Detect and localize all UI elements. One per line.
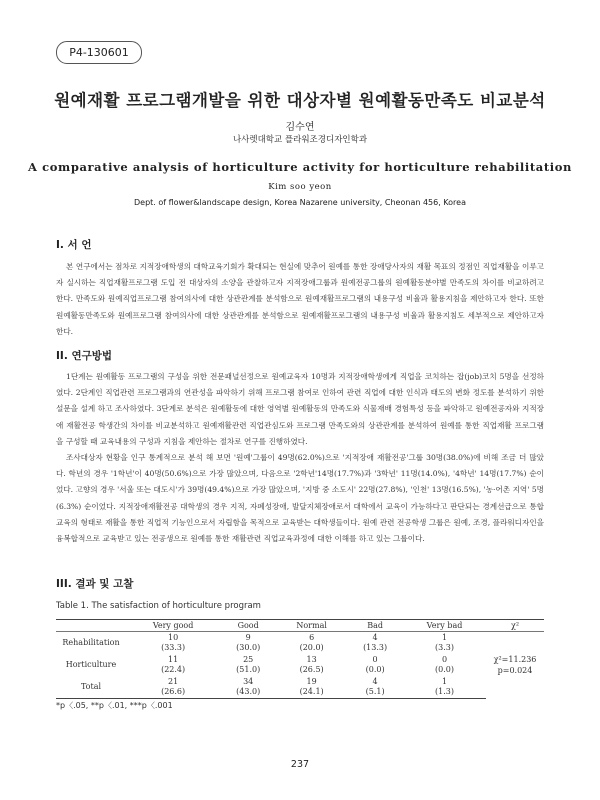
table-header-cell: Good [220, 620, 276, 632]
table-header-cell: χ² [486, 620, 544, 632]
table-cell: 1 (3.3) [435, 633, 454, 652]
table-header-cell: Very bad [403, 620, 486, 632]
methods-paragraphs [56, 369, 544, 547]
paper-id-badge: P4-130601 [56, 41, 142, 64]
table-header-row [56, 620, 544, 632]
table-row [56, 632, 544, 655]
table-cell: 25 (51.0) [236, 655, 261, 674]
table-cell: 1 (1.3) [403, 676, 486, 699]
section-heading-introduction: I. 서 언 [56, 239, 92, 251]
table-cell: 0 (0.0) [365, 655, 385, 674]
table-cell: 10 (33.3) [161, 633, 186, 652]
methods-text-1: 1단계는 원예활동 프로그램의 구성을 위한 전문패널선정으로 원예교육자 10명과 지적장애학생에게 직업을 코치하는 잡(job)코치 5명을 선정하였다. 2단계인 직업관련 프로그램과의 연관성을 파악하기 위해 프로그램 참여로 인하여 관련 직업에 대한 인식과 태도의 변화 정도를 분석하기 위한 설문을 설계 하고 조사하였다. 3단계로 분석은 원예활동에 대한 영역별 원예활동의 만족도와 식물재배 경험특성 등을 파악하고 원예전공자와 지적장애 재활전공 학생간의 차이를 비교분석하고 원예재활관련 직업관심도와 프로그램 만족도와의 상관관계를 분석하여 원예를 통한 직업재활 프로그램을 구성할 때 교육내용의 구성과 지침을 제안하는 절차로 연구를 진행하였다. [56, 372, 544, 446]
row-label: Total [56, 676, 126, 699]
methods-text-2: 조사대상자 현황을 인구 통계적으로 분석 해 보면 '원예'그룹이 49명(62.0%)으로 '지적장애 재활전공'그룹 30명(38.0%)에 비해 조금 더 많았다. 학년의 경우 '1학년'이 40명(50.6%)으로 가장 많았으며, 다음으로 '2학년'14명(17.7%)과 '3학년' 11명(14.0%), '4학년' 14명(17.7%) 순이었다. 고향의 경우 '서울 또는 대도시'가 39명(49.4%)으로 가장 많았으며, '지방 중 소도시' 22명(27.8%), '인천' 13명(16.5%), '농·어촌 지역' 5명(6.3%) 순이었다. 지적장애재활전공 대학생의 경우 지적, 자폐성장애, 발달지체장애로서 대학에서 교육이 가능하다고 판단되는 경계선급으로 통합교육의 형태로 재활을 통한 직업적 기능인으로서 자립함을 목적으로 교육받는 대학생들이다. 원예 관련 전공학생 그룹은 원예, 조경, 플라워디자인을 융복합적으로 교육받고 있는 전공생으로 원예를 통한 재활관련 직업교육과정에 대한 이해를 하고 있는 그룹이다. [56, 453, 544, 544]
affiliation-korean: 나사렛대학교 플라워조경디자인학과 [232, 135, 368, 145]
table-cell: 4 (13.3) [363, 633, 388, 652]
table-header-cell: Very good [126, 620, 220, 632]
table-cell: 13 (26.5) [299, 655, 324, 674]
table-cell: 19 (24.1) [276, 676, 347, 699]
introduction-paragraph [56, 259, 544, 340]
table-cell: 6 (20.0) [299, 633, 324, 652]
table-caption: Table 1. The satisfaction of horticulture program [56, 601, 261, 611]
page-number: 237 [290, 759, 310, 770]
author-korean: 김수연 [285, 122, 315, 133]
table-row [56, 676, 544, 699]
table-header-cell: Normal [276, 620, 347, 632]
table-header-cell [56, 620, 126, 632]
affiliation-english: Dept. of flower&landscape design, Korea Nazarene university, Cheonan 456, Korea [133, 198, 466, 207]
table-cell: 34 (43.0) [220, 676, 276, 699]
table-cell: 11 (22.4) [161, 655, 186, 674]
paper-title-korean: 원예재활 프로그램개발을 위한 대상자별 원예활동만족도 비교분석 [54, 91, 546, 110]
table-cell: 4 (5.1) [347, 676, 403, 699]
paper-title-english: A comparative analysis of horticulture activity for horticulture rehabilitation [28, 160, 572, 174]
row-label: Rehabilitation [62, 638, 120, 647]
table-row [56, 654, 544, 676]
table-cell: 21 (26.6) [126, 676, 220, 699]
introduction-text: 본 연구에서는 점차로 지적장애학생의 대학교육기회가 확대되는 현실에 맞추어 원예를 통한 장애당사자의 재활 목표의 정점인 직업재활을 이루고자 실시하는 직업재활프로그램 도입 전 대상자의 소양을 관찰하고자 지적장애그룹과 원예전공그룹의 원예활동분야별 만족도의 차이를 비교하려고 한다. 만족도와 원예직업프로그램 참여의사에 대한 상관관계를 분석함으로 원예재활프로그램의 내용구성 비율과 활용지침을 제안하고자 한다. 또한 원예활동만족도와 원예프로그램 참여의사에 대한 상관관계를 분석함으로 원예재활프로그램의 내용구성 비율과 활용지침도 세부적으로 제안하고자 한다. [56, 262, 544, 336]
section-heading-results: III. 결과 및 고찰 [56, 578, 134, 590]
section-heading-methods: II. 연구방법 [56, 350, 113, 362]
table-header-cell: Bad [347, 620, 403, 632]
table-footnote: *p〈.05, **p〈.01, ***p〈.001 [56, 701, 173, 710]
satisfaction-table [56, 619, 544, 699]
author-english: Kim soo yeon [268, 182, 332, 192]
row-label: Horticulture [65, 660, 117, 669]
table-cell: 0 (0.0) [435, 655, 454, 674]
table-cell: 9 (30.0) [236, 633, 261, 652]
chi-square-result: χ²=11.236 p=0.024 [493, 655, 537, 676]
